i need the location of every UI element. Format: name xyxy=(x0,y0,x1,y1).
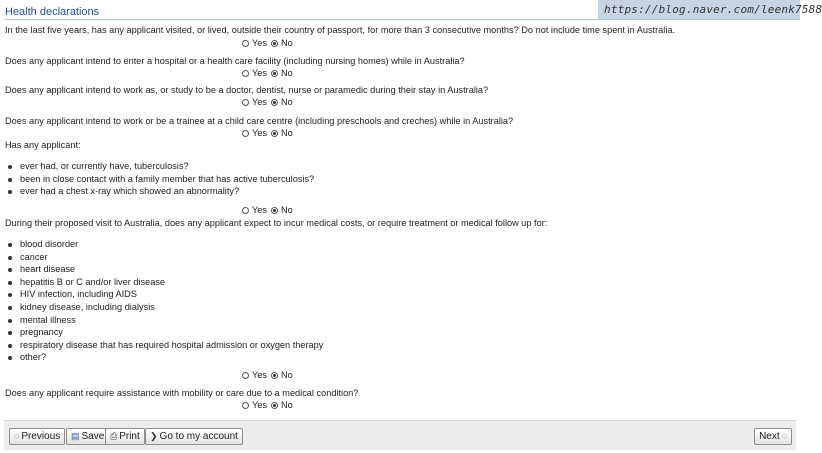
radio-label-yes: Yes xyxy=(252,97,267,107)
go-to-account-button[interactable] xyxy=(145,428,243,445)
condition-list xyxy=(7,238,323,364)
next-button[interactable] xyxy=(754,428,792,445)
radio-label-no: No xyxy=(281,128,293,138)
radio-label-no: No xyxy=(281,370,293,380)
chevron-circle-left-icon: ◌ xyxy=(14,431,20,441)
previous-button-label: Previous xyxy=(21,431,61,442)
printer-icon: ⎙ xyxy=(110,431,118,441)
radio-label-yes: Yes xyxy=(252,68,267,78)
radio-label-no: No xyxy=(281,38,293,48)
list-item: been in close contact with a family member that has active tuberculosis? xyxy=(7,173,314,186)
radio-label-no: No xyxy=(281,205,293,215)
question-text: Does any applicant require assistance with mobility or care due to a medical condition? xyxy=(5,388,359,398)
radio-no[interactable] xyxy=(271,130,278,137)
list-item: mental illness xyxy=(7,314,323,327)
radio-group[interactable] xyxy=(242,127,297,139)
radio-label-no: No xyxy=(281,97,293,107)
radio-group[interactable] xyxy=(242,67,297,79)
radio-label-yes: Yes xyxy=(252,205,267,215)
list-item: ever had, or currently have, tuberculosis? xyxy=(7,160,314,173)
list-item: hepatitis B or C and/or liver disease xyxy=(7,276,323,289)
save-button-label: Save xyxy=(81,431,105,442)
next-button-label: Next xyxy=(759,431,780,442)
radio-yes[interactable] xyxy=(242,402,249,409)
section-title: Health declarations xyxy=(5,6,100,18)
question-text: During their proposed visit to Australia, does any applicant expect to incur medical costs, or require treatment or medical follow up for: xyxy=(5,218,548,228)
chevron-right-icon: ❯ xyxy=(150,431,158,441)
radio-label-no: No xyxy=(281,68,293,78)
list-item: pregnancy xyxy=(7,326,323,339)
radio-group[interactable] xyxy=(242,369,297,381)
radio-group[interactable] xyxy=(242,96,297,108)
question-text: Has any applicant: xyxy=(5,140,81,150)
list-item: other? xyxy=(7,351,323,364)
radio-no[interactable] xyxy=(271,402,278,409)
radio-label-yes: Yes xyxy=(252,38,267,48)
go-to-account-button-label: Go to my account xyxy=(159,431,238,442)
radio-yes[interactable] xyxy=(242,130,249,137)
list-item: HIV infection, including AIDS xyxy=(7,288,323,301)
floppy-disk-icon: ▤ xyxy=(71,431,80,441)
radio-yes[interactable] xyxy=(242,372,249,379)
question-text: Does any applicant intend to enter a hospital or a health care facility (including nursing homes) while in Australia? xyxy=(5,56,465,66)
list-item: cancer xyxy=(7,251,323,264)
title-divider xyxy=(5,19,800,20)
radio-label-yes: Yes xyxy=(252,370,267,380)
radio-no[interactable] xyxy=(271,40,278,47)
chevron-circle-right-icon: ◌ xyxy=(781,431,787,441)
list-item: ever had a chest x-ray which showed an abnormality? xyxy=(7,185,314,198)
radio-no[interactable] xyxy=(271,372,278,379)
question-text: In the last five years, has any applicant visited, or lived, outside their country of passport, for more than 3 consecutive months? Do not include time spent in Australia. xyxy=(5,25,676,35)
list-item: blood disorder xyxy=(7,238,323,251)
print-button-label: Print xyxy=(119,431,140,442)
radio-yes[interactable] xyxy=(242,40,249,47)
footer-toolbar xyxy=(4,420,796,450)
radio-group[interactable] xyxy=(242,37,297,49)
question-text: Does any applicant intend to work or be a trainee at a child care centre (including preschools and creches) while in Australia? xyxy=(5,116,514,126)
radio-yes[interactable] xyxy=(242,99,249,106)
question-text: Does any applicant intend to work as, or study to be a doctor, dentist, nurse or paramedic during their stay in Australia? xyxy=(5,85,489,95)
radio-group[interactable] xyxy=(242,204,297,216)
list-item: kidney disease, including dialysis xyxy=(7,301,323,314)
save-button[interactable] xyxy=(66,428,109,445)
previous-button[interactable] xyxy=(9,428,65,445)
radio-label-no: No xyxy=(281,400,293,410)
radio-no[interactable] xyxy=(271,70,278,77)
radio-yes[interactable] xyxy=(242,70,249,77)
radio-group[interactable] xyxy=(242,399,297,411)
radio-label-yes: Yes xyxy=(252,400,267,410)
radio-no[interactable] xyxy=(271,99,278,106)
condition-list xyxy=(7,160,314,198)
list-item: respiratory disease that has required hospital admission or oxygen therapy xyxy=(7,339,323,352)
radio-yes[interactable] xyxy=(242,207,249,214)
list-item: heart disease xyxy=(7,263,323,276)
watermark: https://blog.naver.com/leenk7588 xyxy=(598,0,800,20)
print-button[interactable] xyxy=(105,428,145,445)
radio-no[interactable] xyxy=(271,207,278,214)
radio-label-yes: Yes xyxy=(252,128,267,138)
